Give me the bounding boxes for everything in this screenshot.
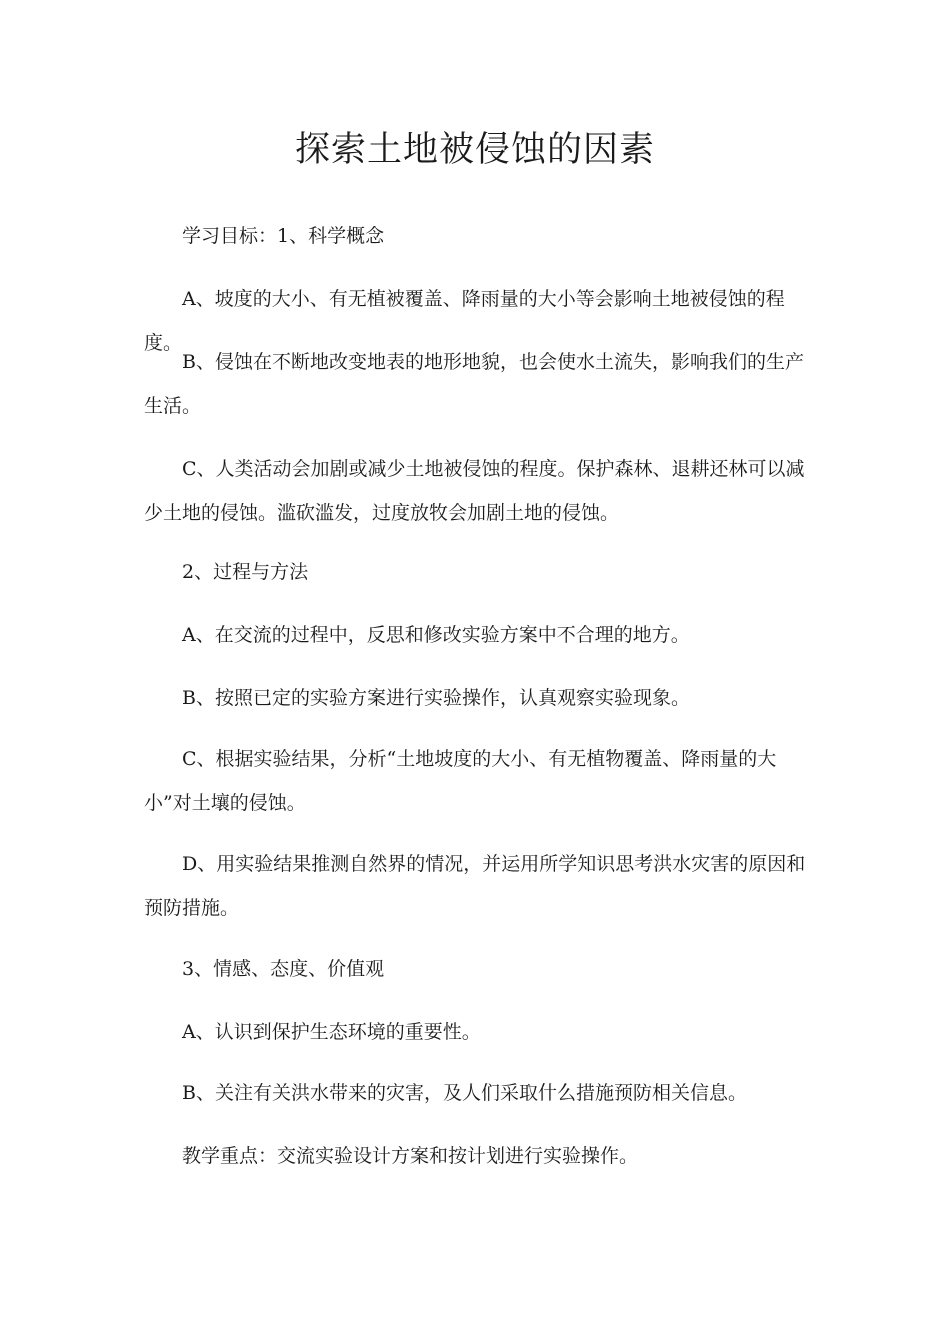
- paragraph-concept-a: A、坡度的大小、有无植被覆盖、降雨量的大小等会影响土地被侵蚀的程度。: [144, 288, 785, 354]
- paragraph-concept-b: B、侵蚀在不断地改变地表的地形地貌，也会使水土流失，影响我们的生产生活。: [144, 351, 804, 417]
- paragraph-process-b: B、按照已定的实验方案进行实验操作，认真观察实验现象。: [182, 687, 690, 709]
- paragraph-attitude-values: 3、情感、态度、价值观: [182, 958, 385, 980]
- document-title: 探索土地被侵蚀的因素: [294, 130, 655, 170]
- paragraph-teaching-focus: 教学重点：交流实验设计方案和按计划进行实验操作。: [182, 1145, 639, 1167]
- paragraph-process-a: A、在交流的过程中，反思和修改实验方案中不合理的地方。: [182, 624, 690, 646]
- paragraph-learning-goals: 学习目标：1、科学概念: [182, 225, 385, 247]
- paragraph-process-d: D、用实验结果推测自然界的情况，并运用所学知识思考洪水灾害的原因和预防措施。: [144, 853, 806, 919]
- paragraph-process-c: C、根据实验结果，分析“土地坡度的大小、有无植物覆盖、降雨量的大小”对土壤的侵蚀。: [144, 748, 777, 814]
- paragraph-attitude-b: B、关注有关洪水带来的灾害，及人们采取什么措施预防相关信息。: [182, 1082, 747, 1104]
- paragraph-process-method: 2、过程与方法: [182, 561, 309, 583]
- paragraph-attitude-a: A、认识到保护生态环境的重要性。: [182, 1021, 481, 1043]
- paragraph-concept-c: C、人类活动会加剧或减少土地被侵蚀的程度。保护森林、退耕还林可以减少土地的侵蚀。滥砍滥发，过度放牧会加剧土地的侵蚀。: [144, 458, 805, 524]
